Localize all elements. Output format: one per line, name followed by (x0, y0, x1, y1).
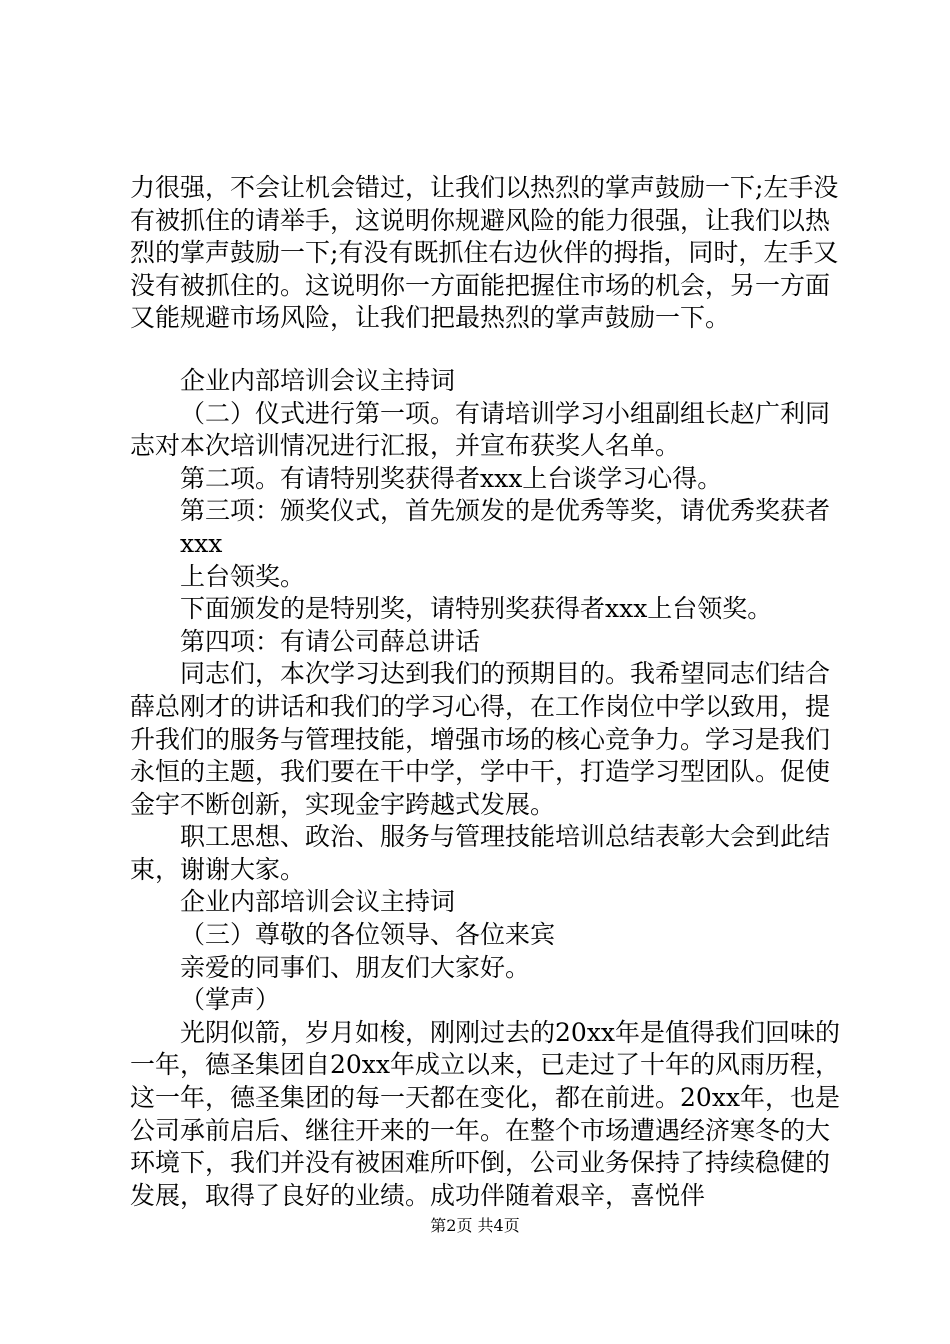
paragraph: （掌声） (180, 985, 281, 1015)
paragraph: （三）尊敬的各位领导、各位来宾 (180, 920, 556, 950)
page-number-footer: 第2页 共4页 (430, 1216, 520, 1235)
document-body (130, 172, 840, 1212)
paragraph: xxx (180, 528, 223, 558)
paragraph: 第四项：有请公司薛总讲话 (180, 626, 481, 656)
paragraph: 第三项：颁奖仪式，首先颁发的是优秀等奖，请优秀奖获者 (180, 496, 831, 526)
paragraph: 光阴似箭，岁月如梭，刚刚过去的20xx年是值得我们回味的一年，德圣集团自20xx年成立以来，已走过了十年的风雨历程，这一年，德圣集团的每一天都在变化，都在前进。20xx年，也是公司承前启后、继往开来的一年。在整个市场遭遇经济寒冬的大环境下，我们并没有被困难所吓倒，公司业务保持了持续稳健的发展，取得了良好的业绩。成功伴随着艰辛，喜悦伴 (130, 1017, 841, 1210)
section-heading: 企业内部培训会议主持词 (180, 887, 456, 917)
paragraph: 下面颁发的是特别奖，请特别奖获得者xxx上台领奖。 (180, 594, 773, 624)
paragraph-continuation: 力很强，不会让机会错过，让我们以热烈的掌声鼓励一下;左手没有被抓住的请举手，这说明你规避风险的能力很强，让我们以热烈的掌声鼓励一下;有没有既抓住右边伙伴的拇指，同时，左手又没有被抓住的。这说明你一方面能把握住市场的机会，另一方面又能规避市场风险，让我们把最热烈的掌声鼓励一下。 (130, 173, 839, 333)
paragraph: 第二项。有请特别奖获得者xxx上台谈学习心得。 (180, 463, 723, 493)
paragraph: （二）仪式进行第一项。有请培训学习小组副组长赵广利同志对本次培训情况进行汇报，并宣布获奖人名单。 (130, 398, 831, 461)
section-heading: 企业内部培训会议主持词 (180, 365, 456, 395)
paragraph: 同志们，本次学习达到我们的预期目的。我希望同志们结合薛总刚才的讲话和我们的学习心得，在工作岗位中学以致用，提升我们的服务与管理技能，增强市场的核心竞争力。学习是我们永恒的主题，我们要在干中学，学中干，打造学习型团队。促使金宇不断创新，实现金宇跨越式发展。 (130, 659, 831, 819)
paragraph: 上台领奖。 (180, 561, 306, 591)
paragraph: 亲爱的同事们、朋友们大家好。 (180, 952, 531, 982)
paragraph: 职工思想、政治、服务与管理技能培训总结表彰大会到此结束，谢谢大家。 (130, 822, 831, 884)
